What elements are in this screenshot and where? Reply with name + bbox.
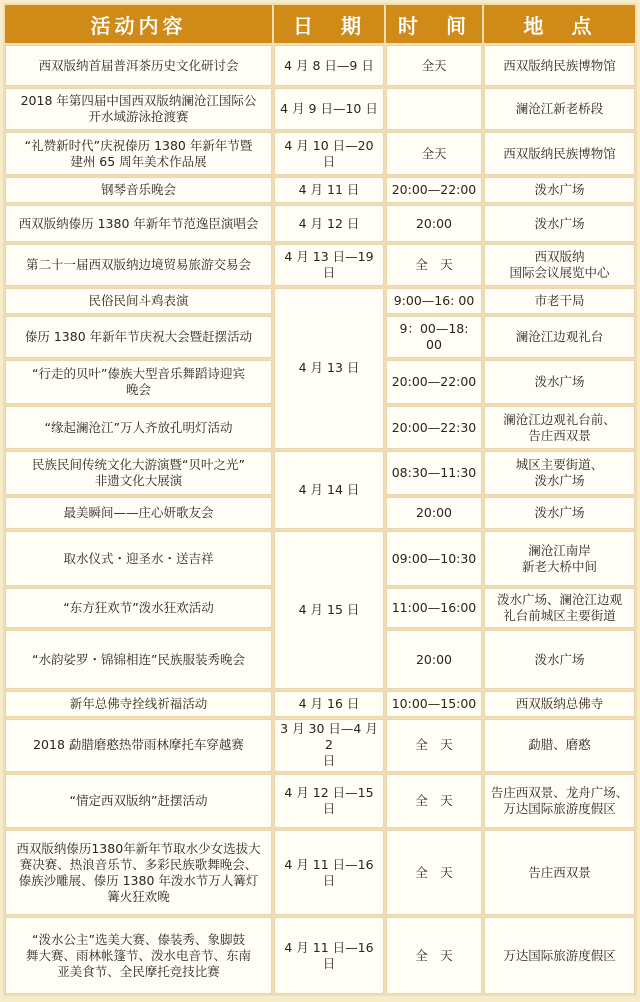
table-row xyxy=(5,288,635,314)
cell-place: 西双版纳民族博物馆 xyxy=(484,45,635,86)
cell-place: 泼水广场 xyxy=(484,360,635,404)
cell-event: 取水仪式・迎圣水・送吉祥 xyxy=(5,531,272,586)
table-row xyxy=(5,177,635,203)
cell-place: 泼水广场 xyxy=(484,497,635,529)
cell-place: 市老干局 xyxy=(484,288,635,314)
cell-date: 4 月 8 日—9 日 xyxy=(274,45,384,86)
cell-place: 泼水广场 xyxy=(484,630,635,689)
cell-event: 2018 年第四届中国西双版纳澜沧江国际公 开水域游泳抢渡赛 xyxy=(5,88,272,129)
cell-event: “水韵娑罗・锦锦相连”民族服装秀晚会 xyxy=(5,630,272,689)
cell-place: 西双版纳民族博物馆 xyxy=(484,132,635,175)
header-date: 日 期 xyxy=(274,5,384,43)
cell-date: 4 月 9 日—10 日 xyxy=(274,88,384,129)
cell-event: “东方狂欢节”泼水狂欢活动 xyxy=(5,588,272,628)
table-row xyxy=(5,451,635,495)
cell-time: 20:00—22:00 xyxy=(386,360,482,404)
cell-date: 4 月 12 日—15 日 xyxy=(274,774,384,829)
cell-event: 2018 勐腊磨憨热带雨林摩托车穿越赛 xyxy=(5,719,272,772)
cell-date: 4 月 14 日 xyxy=(274,451,384,530)
cell-time: 10:00—15:00 xyxy=(386,691,482,717)
cell-event: 第二十一届西双版纳边境贸易旅游交易会 xyxy=(5,244,272,286)
cell-place: 西双版纳总佛寺 xyxy=(484,691,635,717)
cell-place: 泼水广场 xyxy=(484,177,635,203)
cell-date: 4 月 13 日 xyxy=(274,288,384,449)
cell-date: 4 月 16 日 xyxy=(274,691,384,717)
cell-time: 09:00—10:30 xyxy=(386,531,482,586)
cell-time: 全 天 xyxy=(386,719,482,772)
cell-event: “礼赞新时代”庆祝傣历 1380 年新年节暨 建州 65 周年美术作品展 xyxy=(5,132,272,175)
table-row xyxy=(5,132,635,175)
cell-place: 西双版纳 国际会议展览中心 xyxy=(484,244,635,286)
cell-event: 民族民间传统文化大游演暨“贝叶之光” 非遗文化大展演 xyxy=(5,451,272,495)
cell-place: 澜沧江新老桥段 xyxy=(484,88,635,129)
table-row xyxy=(5,45,635,86)
cell-time: 20:00 xyxy=(386,497,482,529)
cell-date: 3 月 30 日—4 月 2 日 xyxy=(274,719,384,772)
cell-time: 9：00—18: 00 xyxy=(386,316,482,357)
cell-date: 4 月 11 日—16 日 xyxy=(274,830,384,915)
cell-place: 澜沧江边观礼台前、 告庄西双景 xyxy=(484,406,635,448)
cell-time: 全 天 xyxy=(386,830,482,915)
cell-event: 西双版纳傣历1380年新年节取水少女选拔大 赛决赛、热浪音乐节、多彩民族歌舞晚会、 傣族沙雕展、傣历 1380 年泼水节万人篝灯 篝火狂欢晚 xyxy=(5,830,272,915)
cell-place: 泼水广场 xyxy=(484,205,635,241)
header-event: 活动内容 xyxy=(5,5,272,43)
cell-event: “情定西双版纳”赶摆活动 xyxy=(5,774,272,829)
cell-time: 全 天 xyxy=(386,774,482,829)
cell-event: “行走的贝叶”傣族大型音乐舞蹈诗迎宾 晚会 xyxy=(5,360,272,404)
cell-date: 4 月 11 日 xyxy=(274,177,384,203)
cell-place: 告庄西双景 xyxy=(484,830,635,915)
activity-schedule-table xyxy=(3,3,637,996)
table-row xyxy=(5,244,635,286)
cell-time: 全 天 xyxy=(386,244,482,286)
cell-place: 告庄西双景、龙舟广场、 万达国际旅游度假区 xyxy=(484,774,635,829)
table-row xyxy=(5,774,635,829)
cell-place: 澜沧江南岸 新老大桥中间 xyxy=(484,531,635,586)
header-time: 时 间 xyxy=(386,5,482,43)
table-row xyxy=(5,205,635,241)
cell-time: 08:30—11:30 xyxy=(386,451,482,495)
cell-time: 全 天 xyxy=(386,917,482,994)
cell-date: 4 月 15 日 xyxy=(274,531,384,689)
cell-date: 4 月 10 日—20 日 xyxy=(274,132,384,175)
cell-event: “泼水公主”选美大赛、傣装秀、象脚鼓 舞大赛、雨林帐篷节、泼水电音节、东南 亚美食节、全民摩托竞技比赛 xyxy=(5,917,272,994)
cell-time xyxy=(386,88,482,129)
cell-event: 傣历 1380 年新年节庆祝大会暨赶摆活动 xyxy=(5,316,272,357)
cell-event: 新年总佛寺拴线祈福活动 xyxy=(5,691,272,717)
table-row xyxy=(5,719,635,772)
cell-time: 20:00 xyxy=(386,630,482,689)
table-row xyxy=(5,531,635,586)
cell-date: 4 月 12 日 xyxy=(274,205,384,241)
cell-place: 澜沧江边观礼台 xyxy=(484,316,635,357)
table-header-row xyxy=(5,5,635,43)
cell-time: 11:00—16:00 xyxy=(386,588,482,628)
cell-time: 20:00—22:00 xyxy=(386,177,482,203)
cell-time: 全天 xyxy=(386,132,482,175)
cell-event: 民俗民间斗鸡表演 xyxy=(5,288,272,314)
cell-place: 勐腊、磨憨 xyxy=(484,719,635,772)
table-row xyxy=(5,88,635,129)
cell-place: 泼水广场、澜沧江边观 礼台前城区主要街道 xyxy=(484,588,635,628)
cell-event: 西双版纳傣历 1380 年新年节范逸臣演唱会 xyxy=(5,205,272,241)
cell-event: 最美瞬间——庄心妍歌友会 xyxy=(5,497,272,529)
table-row xyxy=(5,691,635,717)
cell-event: “缘起澜沧江”万人齐放孔明灯活动 xyxy=(5,406,272,448)
cell-place: 万达国际旅游度假区 xyxy=(484,917,635,994)
table-row xyxy=(5,830,635,915)
cell-date: 4 月 13 日—19 日 xyxy=(274,244,384,286)
cell-time: 20:00—22:30 xyxy=(386,406,482,448)
cell-time: 全天 xyxy=(386,45,482,86)
header-place: 地 点 xyxy=(484,5,635,43)
cell-event: 钢琴音乐晚会 xyxy=(5,177,272,203)
table-row xyxy=(5,917,635,994)
cell-time: 20:00 xyxy=(386,205,482,241)
cell-event: 西双版纳首届普洱茶历史文化研讨会 xyxy=(5,45,272,86)
cell-place: 城区主要街道、 泼水广场 xyxy=(484,451,635,495)
cell-date: 4 月 11 日—16 日 xyxy=(274,917,384,994)
cell-time: 9:00—16: 00 xyxy=(386,288,482,314)
